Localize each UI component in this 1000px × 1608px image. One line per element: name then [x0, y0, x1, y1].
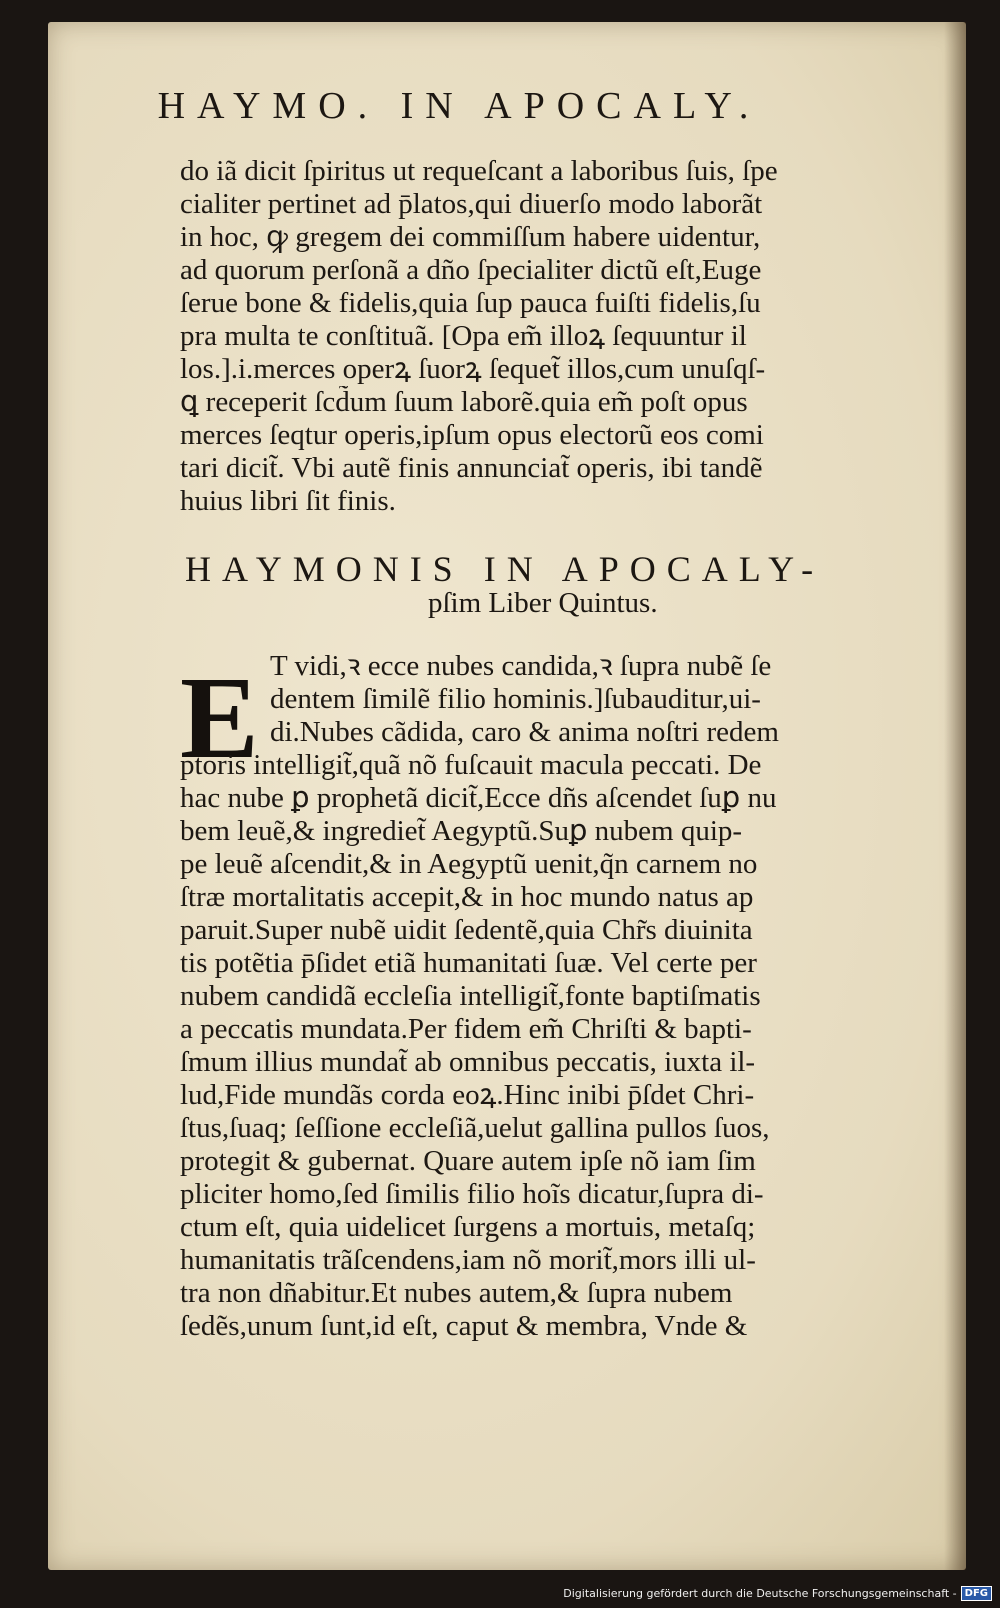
- text-line: bem leuẽ,& ingrediet̃ Aegyptũ.Suꝑ nubem quip-: [180, 815, 743, 847]
- dfg-logo: DFG: [961, 1586, 992, 1601]
- text-line: pliciter homo,ſed ſimilis filio hoĩs dicatur,ſupra di-: [180, 1178, 764, 1210]
- text-line: in hoc, ꝙ gregem dei commiſſum habere uidentur,: [180, 221, 761, 253]
- text-line: ptoris intelligit̃,quã nõ fuſcauit macula peccati. De: [180, 749, 762, 781]
- text-line: cialiter pertinet ad p̄latos,qui diuerſo modo laborãt: [180, 188, 763, 220]
- page-gutter-shadow: [944, 22, 966, 1570]
- paragraph-2-indented: [270, 650, 930, 749]
- text-line: humanitatis trãſcendens,iam nõ morit̃,mors illi ul-: [180, 1244, 756, 1276]
- text-line: huius libri ſit finis.: [180, 485, 396, 517]
- text-line: T vidi,ꝛ ecce nubes candida,ꝛ ſupra nubẽ ſe: [270, 650, 772, 682]
- book-title: HAYMONIS IN APOCALY-: [185, 549, 825, 589]
- text-line: los.].i.merces operꝝ ſuorꝝ ſequet̃ illos,cum unuſqſ-: [180, 353, 766, 385]
- text-line: di.Nubes cãdida, caro & anima noſtri redem: [270, 716, 779, 748]
- text-line: do iã dicit ſpiritus ut requeſcant a laboribus ſuis, ſpe: [180, 155, 778, 187]
- text-line: paruit.Super nubẽ uidit ſedentẽ,quia Chr̃s diuinita: [180, 914, 753, 946]
- text-line: tis potẽtia p̄ſidet etiã humanitati ſuæ. Vel certe per: [180, 947, 757, 979]
- digitization-footer: [563, 1582, 992, 1604]
- text-line: a peccatis mundata.Per fidem em̃ Chriſti & bapti-: [180, 1013, 752, 1045]
- text-line: ſedẽs,unum ſunt,id eſt, caput & membra, Vnde &: [180, 1310, 748, 1342]
- text-line: tra non dñabitur.Et nubes autem,& ſupra nubem: [180, 1277, 733, 1309]
- running-head: HAYMO. IN APOCALY.: [157, 85, 761, 127]
- text-line: ſerue bone & fidelis,quia ſup pauca fuiſti fidelis,ſu: [180, 287, 761, 319]
- text-line: ſtræ mortalitatis accepit,& in hoc mundo natus ap: [180, 881, 754, 913]
- text-line: ctum eſt, quia uidelicet ſurgens a mortuis, metaſq;: [180, 1211, 756, 1243]
- text-line: nubem candidã eccleſia intelligit̃,fonte baptiſmatis: [180, 980, 761, 1012]
- text-line: lud,Fide mundãs corda eoꝝ.Hinc inibi p̄ſdet Chri-: [180, 1079, 755, 1111]
- text-line: ſmum illius mundat̃ ab omnibus peccatis, iuxta il-: [180, 1046, 756, 1078]
- footer-text: Digitalisierung gefördert durch die Deutsche Forschungsgemeinschaft -: [563, 1586, 957, 1600]
- text-line: protegit & gubernat. Quare autem ipſe nõ iam ſim: [180, 1145, 756, 1177]
- text-line: merces ſeqtur operis,ipſum opus electorũ eos comi: [180, 419, 764, 451]
- text-line: tari dicit̃. Vbi autẽ finis annunciat̃ operis, ibi tandẽ: [180, 452, 763, 484]
- text-line: hac nube ꝑ prophetã dicit̃,Ecce dñs aſcendet ſuꝑ nu: [180, 782, 777, 814]
- text-line: pe leuẽ aſcendit,& in Aegyptũ uenit,q̃n carnem no: [180, 848, 758, 880]
- paragraph-1: [180, 155, 920, 518]
- text-line: pra multa te conſtituã. [Opa em̃ illoꝝ ſequuntur il: [180, 320, 747, 352]
- text-line: ad quorum perſonã a dño ſpecialiter dictũ eſt,Euge: [180, 254, 762, 286]
- decorated-initial: E: [180, 652, 259, 783]
- book-subtitle: pſim Liber Quintus.: [428, 587, 658, 619]
- text-line: dentem ſimilẽ filio hominis.]ſubauditur,ui-: [270, 683, 761, 715]
- paragraph-2: [180, 749, 920, 1343]
- text-line: ſtus,ſuaq; ſeſſione eccleſiã,uelut gallina pullos ſuos,: [180, 1112, 770, 1144]
- text-line: ꝗ receperit ſcd̃um ſuum laborẽ.quia em̃ poſt opus: [180, 386, 748, 418]
